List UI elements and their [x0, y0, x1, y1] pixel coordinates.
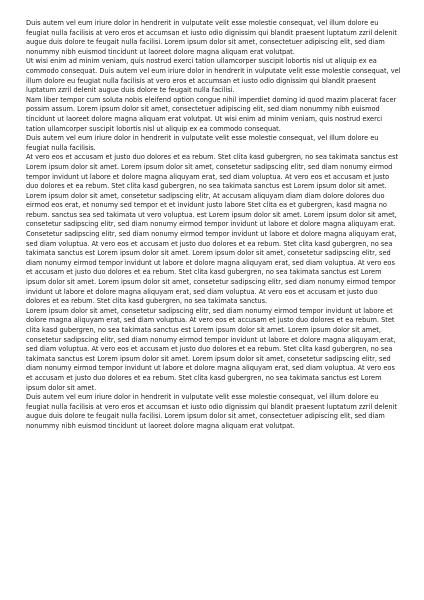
paragraph: At vero eos et accusam et justo duo dolores et ea rebum. Stet clita kasd gubergren, no sea takimata sanctus est Lorem ipsum dolor sit amet. Lorem ipsum dolor sit amet, consetetur sadipscing elitr, sed diam nonumy eirmod tempor invidunt ut labore et dolore magna aliquyam erat, sed diam voluptua. At vero eos et accusam et justo duo dolores et ea rebum. Stet clita kasd gubergren, no sea takimata sanctus est Lorem ipsum dolor sit amet. Lorem ipsum dolor sit amet, consetetur sadipscing elitr, At accusam aliquyam diam diam dolore dolores duo eirmod eos erat, et nonumy sed tempor et et invidunt justo labore Stet clita ea et gubergren, kasd magna no rebum. sanctus sea sed takimata ut vero voluptua. est Lorem ipsum dolor sit amet. Lorem ipsum dolor sit amet, consetetur sadipscing elitr, sed diam nonumy eirmod tempor invidunt ut labore et dolore magna aliquyam erat. [26, 153, 399, 229]
document-page [26, 19, 402, 432]
paragraph: Lorem ipsum dolor sit amet, consetetur sadipscing elitr, sed diam nonumy eirmod tempor invidunt ut labore et dolore magna aliquyam erat, sed diam voluptua. At vero eos et accusam et justo duo dolores et ea rebum. Stet clita kasd gubergren, no sea takimata sanctus est Lorem ipsum dolor sit amet. Lorem ipsum dolor sit amet, consetetur sadipscing elitr, sed diam nonumy eirmod tempor invidunt ut labore et dolore magna aliquyam erat, sed diam voluptua. At vero eos et accusam et justo duo dolores et ea rebum. Stet clita kasd gubergren, no sea takimata sanctus est Lorem ipsum dolor sit amet. Lorem ipsum dolor sit amet, consetetur sadipscing elitr, sed diam nonumy eirmod tempor invidunt ut labore et dolore magna aliquyam erat, sed diam voluptua. At vero eos et accusam et justo duo dolores et ea rebum. Stet clita kasd gubergren, no sea takimata sanctus est Lorem ipsum dolor sit amet. [26, 306, 396, 392]
paragraph: Consetetur sadipscing elitr, sed diam nonumy eirmod tempor invidunt ut labore et dolore magna aliquyam erat, sed diam voluptua. At vero eos et accusam et justo duo dolores et ea rebum. Stet clita kasd gubergren, no sea takimata sanctus est Lorem ipsum dolor sit amet. Lorem ipsum dolor sit amet, consetetur sadipscing elitr, sed diam nonumy eirmod tempor invidunt ut labore et dolore magna aliquyam erat, sed diam voluptua. At vero eos et accusam et justo duo dolores et ea rebum. Stet clita kasd gubergren, no sea takimata sanctus est Lorem ipsum dolor sit amet. Lorem ipsum dolor sit amet, consetetur sadipscing elitr, sed diam nonumy eirmod tempor invidunt ut labore et dolore magna aliquyam erat, sed diam voluptua. At vero eos et accusam et justo duo dolores et ea rebum. Stet clita kasd gubergren, no sea takimata sanctus. [26, 230, 397, 306]
paragraph: Duis autem vel eum iriure dolor in hendrerit in vulputate velit esse molestie consequat, vel illum dolore eu feugiat nulla facilisis at vero eros et accumsan et iusto odio dignissim qui blandit praesent luptatum zzril delenit augue duis dolore te feugait nulla facilisi. Lorem ipsum dolor sit amet, consectetuer adipiscing elit, sed diam nonummy nibh euismod tincidunt ut laoreet dolore magna aliquam erat volutpat. [26, 19, 398, 56]
paragraph: Nam liber tempor cum soluta nobis eleifend option congue nihil imperdiet doming id quod mazim placerat facer possim assum. Lorem ipsum dolor sit amet, consectetuer adipiscing elit, sed diam nonummy nibh euismod tincidunt ut laoreet dolore magna aliquam erat volutpat. Ut wisi enim ad minim veniam, quis nostrud exerci tation ullamcorper suscipit lobortis nisl ut aliquip ex ea commodo consequat. [26, 95, 397, 133]
paragraph: Ut wisi enim ad minim veniam, quis nostrud exerci tation ullamcorper suscipit lobortis nisl ut aliquip ex ea commodo consequat. Duis autem vel eum iriure dolor in hendrerit in vulputate velit esse molestie consequat, vel illum dolore eu feugiat nulla facilisis at vero eros et accumsan et iusto odio dignissim qui blandit praesent luptatum zzril delenit augue duis dolore te feugait nulla facilisi. [26, 57, 401, 95]
paragraph: Duis autem vel eum iriure dolor in hendrerit in vulputate velit esse molestie consequat, vel illum dolore eu feugiat nulla facilisis at vero eros et accumsan et iusto odio dignissim qui blandit praesent luptatum zzril delenit augue duis dolore te feugait nulla facilisi. Lorem ipsum dolor sit amet, consectetuer adipiscing elit, sed diam nonummy nibh euismod tincidunt ut laoreet dolore magna aliquam erat volutpat. [26, 393, 398, 430]
paragraph: Duis autem vel eum iriure dolor in hendrerit in vulputate velit esse molestie consequat, vel illum dolore eu feugiat nulla facilisis. [26, 134, 379, 152]
